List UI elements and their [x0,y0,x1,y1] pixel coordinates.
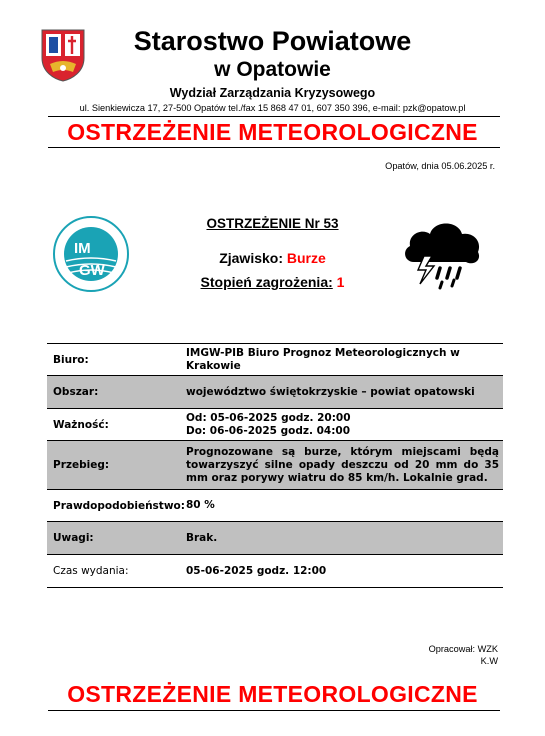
row-value: IMGW-PIB Biuro Prognoz Meteorologicznych w Krakowie [186,346,460,372]
threat-level-value: 1 [336,274,345,290]
row-label: Obszar: [53,386,99,398]
divider [48,710,500,711]
warning-number: OSTRZEŻENIE Nr 53 [206,216,339,231]
row-label: Przebieg: [53,459,110,471]
page-subtitle: w Opatowie [214,58,331,81]
table-row [47,555,503,588]
table-row [47,376,503,409]
table-row [47,409,503,441]
row-value: 80 % [186,499,215,511]
threat-level-line [0,274,545,290]
row-value [186,412,503,438]
issue-date: Opatów, dnia 05.06.2025 r. [385,161,495,171]
row-label: Czas wydania: [53,565,129,577]
prepared-by-line1: Opracował: WZK [428,644,498,654]
threat-level-label: Stopień zagrożenia: [200,274,333,290]
logo-text-top: IM [74,240,91,257]
row-label: Uwagi: [53,532,94,544]
table-row [47,343,503,376]
warning-details-table [47,343,503,588]
table-row [47,441,503,490]
table-row [47,490,503,522]
row-value: Prognozowane są burze, którym miejscami będą towarzyszyć silne opady deszczu od 20 mm do 35 mm oraz porywy wiatru do 85 km/h. Lokalnie grad. [186,445,499,484]
warning-banner-bottom: OSTRZEŻENIE METEOROLOGICZNE [67,681,478,707]
warning-banner-top: OSTRZEŻENIE METEOROLOGICZNE [67,119,478,145]
validity-to: Do: 06-06-2025 godz. 04:00 [186,424,351,437]
row-label: Biuro: [53,353,89,366]
table-row [47,522,503,555]
row-value: województwo świętokrzyskie – powiat opatowski [186,385,475,398]
row-value: 05-06-2025 godz. 12:00 [186,564,327,577]
phenomenon-label: Zjawisko: [219,250,283,266]
contact-address: ul. Sienkiewicza 17, 27-500 Opatów tel./fax 15 868 47 01, 607 350 396, e-mail: pzk@opatow.pl [79,103,466,113]
logo-text-bottom: GW [79,262,105,279]
phenomenon-line [0,250,545,266]
row-value: Brak. [186,531,218,544]
divider [48,116,500,117]
prepared-by [429,643,498,667]
phenomenon-value: Burze [286,250,326,266]
divider [48,147,500,148]
validity-from: Od: 05-06-2025 godz. 20:00 [186,411,351,424]
row-label: Prawdopodobieństwo: [53,499,185,512]
prepared-by-line2: K.W [480,656,498,666]
department-name: Wydział Zarządzania Kryzysowego [169,86,376,100]
page-title: Starostwo Powiatowe [133,26,412,56]
row-label: Ważność: [53,418,109,431]
